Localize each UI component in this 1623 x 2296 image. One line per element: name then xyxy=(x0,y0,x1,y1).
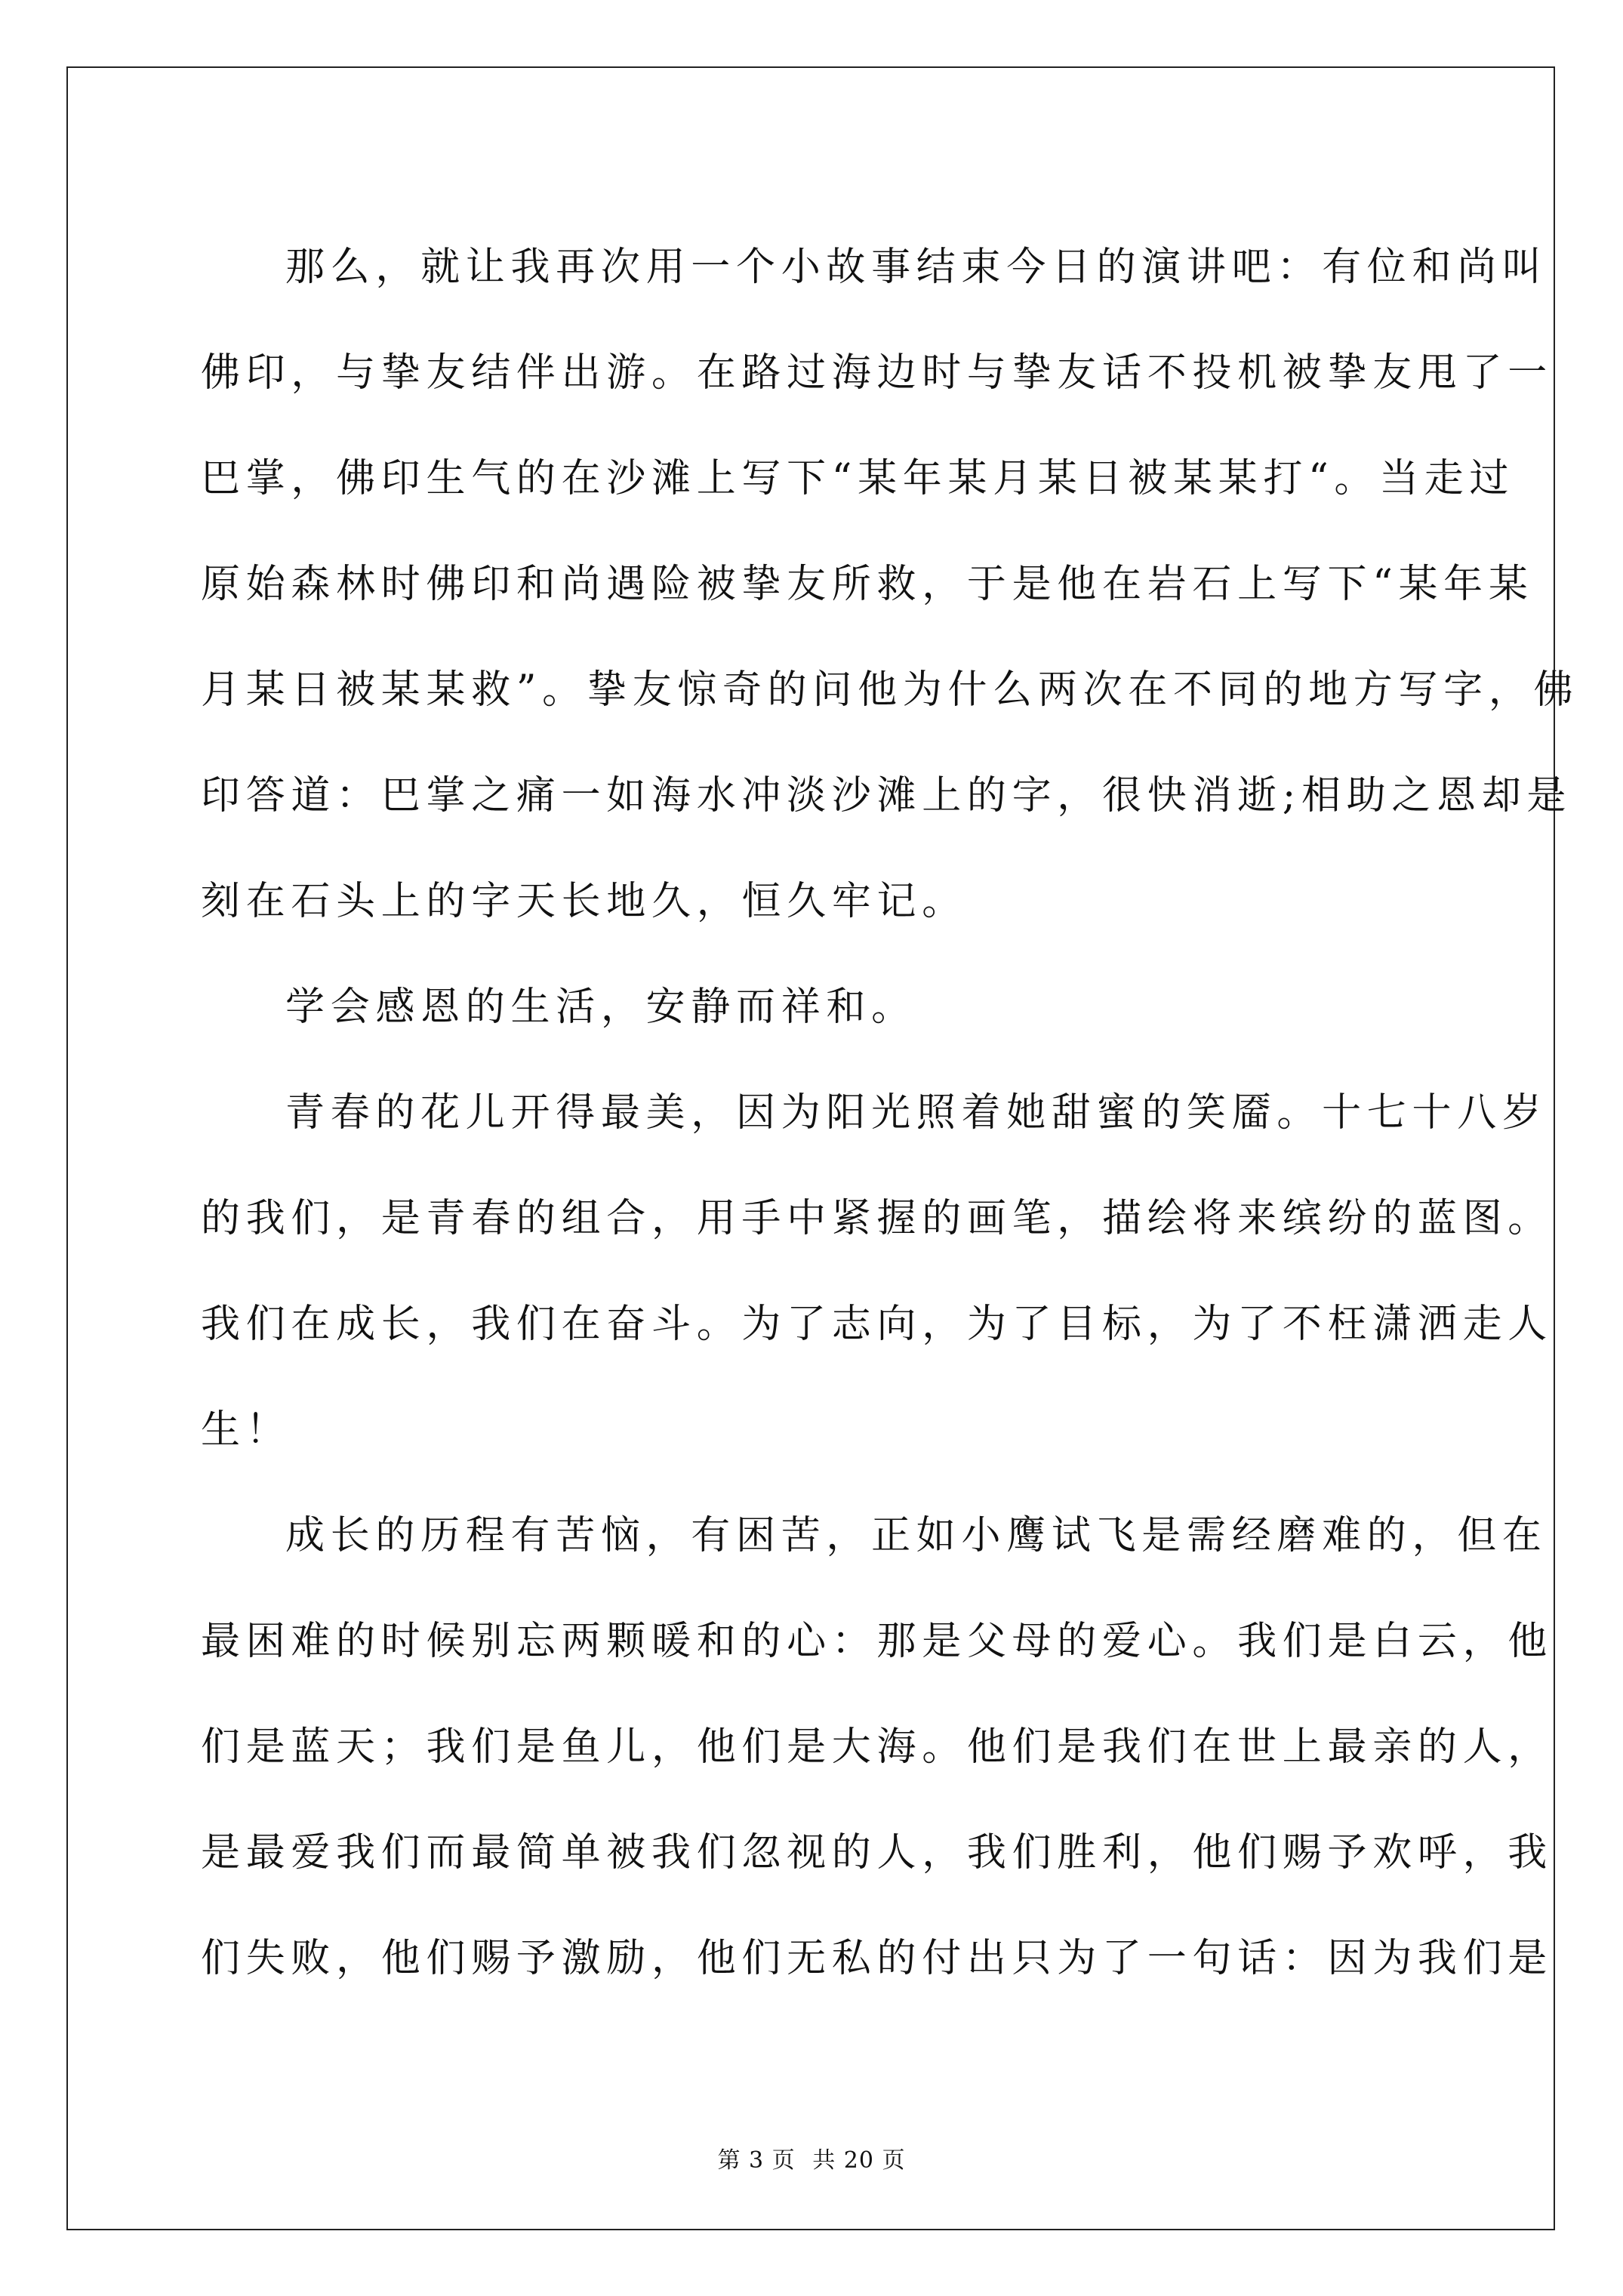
document-body xyxy=(201,214,1579,2011)
text-line: 是最爱我们而最简单被我们忽视的人，我们胜利，他们赐予欢呼，我 xyxy=(201,1830,1554,1875)
text-line: 原始森林时佛印和尚遇险被挚友所救，于是他在岩石上写下“某年某 xyxy=(201,562,1534,607)
text-line: 我们在成长，我们在奋斗。为了志向，为了目标，为了不枉潇洒走人 xyxy=(201,1302,1554,1347)
text-line: 佛印，与挚友结伴出游。在路过海边时与挚友话不投机被挚友甩了一 xyxy=(201,350,1554,396)
paragraph xyxy=(201,1483,1554,2011)
paragraph xyxy=(201,1060,1554,1483)
page-total: 共 20 页 xyxy=(812,2147,906,2174)
text-line: 们是蓝天；我们是鱼儿，他们是大海。他们是我们在世上最亲的人， xyxy=(201,1724,1554,1770)
text-line: 刻在石头上的字天长地久，恒久牢记。 xyxy=(201,879,967,924)
page-footer xyxy=(0,2141,1623,2174)
paragraph xyxy=(201,214,1579,954)
text-line: 最困难的时候别忘两颗暖和的心：那是父母的爱心。我们是白云，他 xyxy=(201,1619,1554,1664)
text-line: 成长的历程有苦恼，有困苦，正如小鹰试飞是需经磨难的，但在 xyxy=(285,1513,1548,1558)
text-line: 们失败，他们赐予激励，他们无私的付出只为了一句话：因为我们是 xyxy=(201,1936,1554,1981)
text-line: 学会感恩的生活，安静而祥和。 xyxy=(285,985,916,1030)
text-line: 那么，就让我再次用一个小故事结束今日的演讲吧：有位和尚叫 xyxy=(285,245,1548,290)
text-line: 月某日被某某救”。挚友惊奇的问他为什么两次在不同的地方写字，佛 xyxy=(201,667,1579,713)
text-line: 的我们，是青春的组合，用手中紧握的画笔，描绘将来缤纷的蓝图。 xyxy=(201,1196,1554,1241)
text-line: 青春的花儿开得最美，因为阳光照着她甜蜜的笑靥。十七十八岁 xyxy=(285,1090,1548,1136)
text-line: 生！ xyxy=(201,1407,291,1453)
paragraph xyxy=(201,954,1433,1060)
text-line: 印答道：巴掌之痛一如海水冲淡沙滩上的字，很快消逝;相助之恩却是 xyxy=(201,773,1572,818)
page-number: 第 3 页 xyxy=(717,2147,796,2174)
text-line: 巴掌，佛印生气的在沙滩上写下“某年某月某日被某某打“。当走过 xyxy=(201,456,1515,501)
